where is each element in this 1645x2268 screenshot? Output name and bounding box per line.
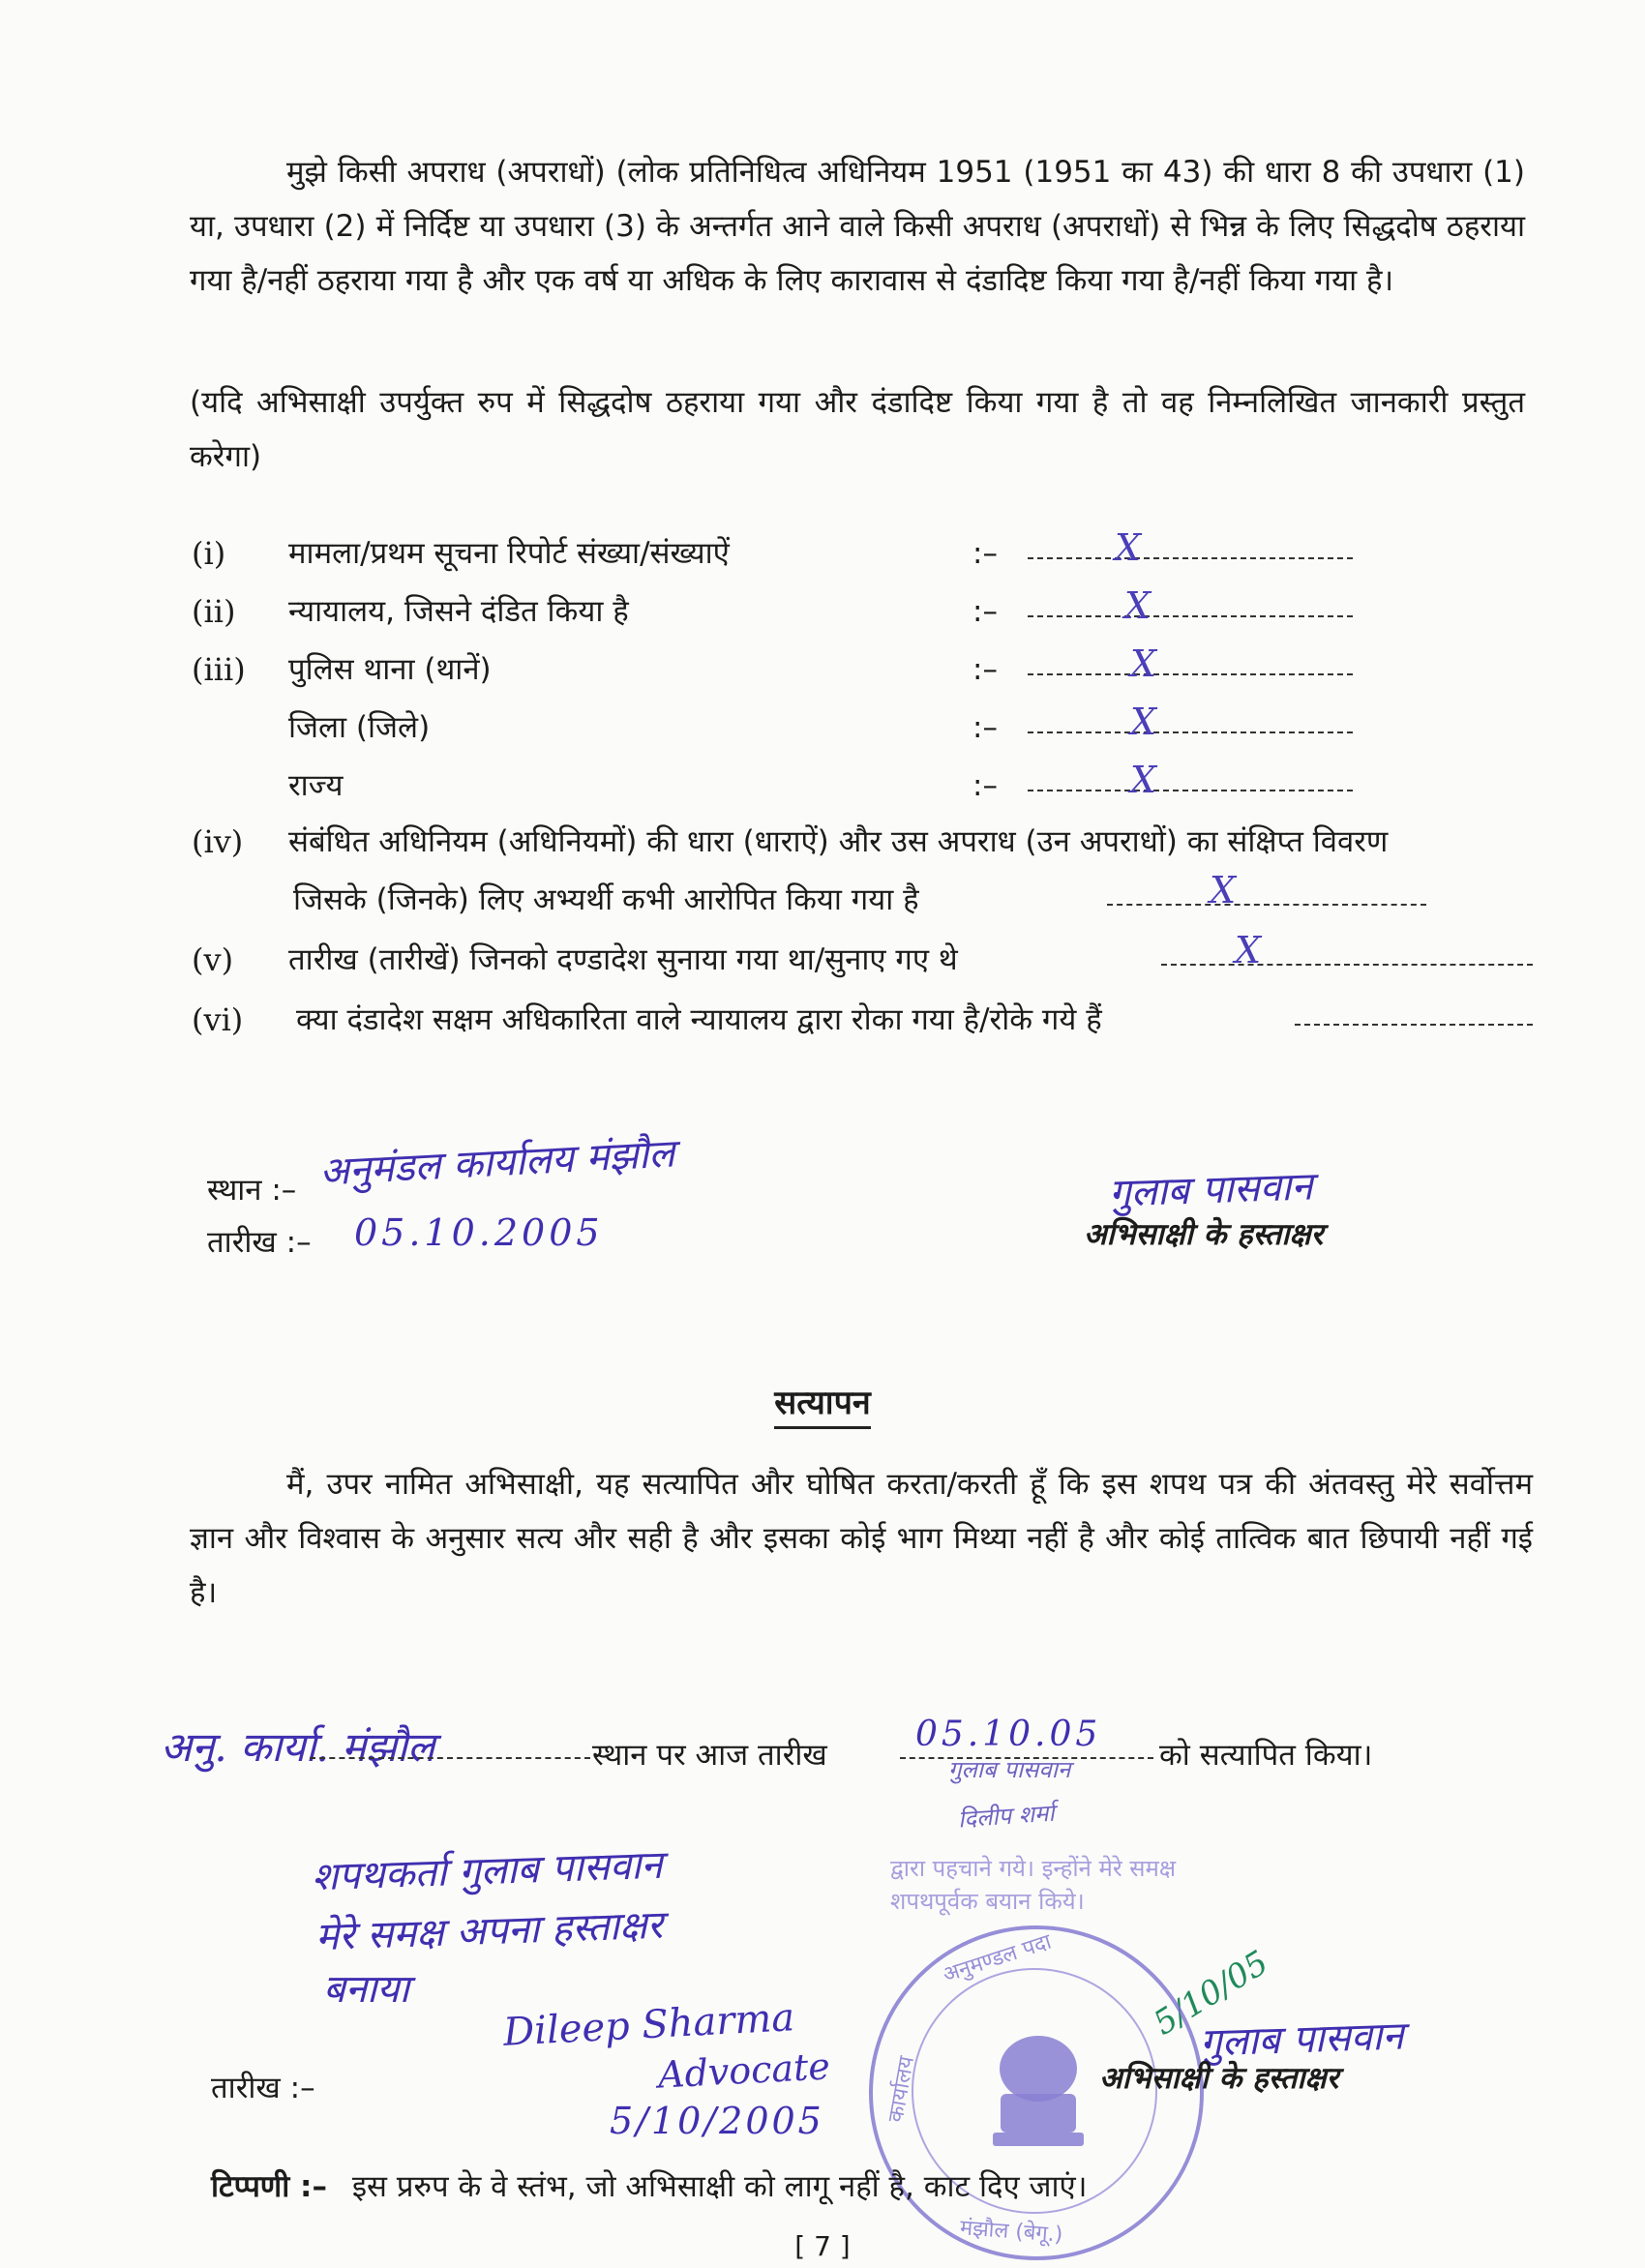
strike-mark: X — [1235, 929, 1262, 971]
footnote — [211, 2165, 1087, 2208]
item-label: पुलिस थाना (थानें) — [288, 652, 492, 687]
verification-date-value: 05.10.05 — [915, 1715, 1102, 1754]
date-value: 05.10.2005 — [354, 1211, 604, 1254]
seal-text-left: कार्यालय — [883, 2054, 920, 2125]
item-label: न्यायालय, जिसने दंडित किया है — [288, 594, 629, 629]
page-number: [ 7 ] — [794, 2230, 851, 2262]
item-blank-line — [1028, 648, 1353, 675]
place-label: स्थान :– — [207, 1173, 297, 1208]
attestation-line-1: शपथकर्ता गुलाब पासवान — [311, 1842, 664, 1900]
verification-title: सत्यापन — [774, 1384, 871, 1429]
footer-signature-caption: अभिसाक्षी के हस्ताक्षर — [1099, 2061, 1339, 2096]
item-separator: :– — [972, 594, 998, 629]
item-number: (ii) — [192, 593, 236, 630]
item-label: जिला (जिले) — [288, 710, 431, 745]
attestation-line-3: बनाया — [323, 1967, 409, 2012]
declaration-note: (यदि अभिसाक्षी उपर्युक्त रुप में सिद्धदोष ठहराया गया और दंडादिष्ट किया गया है तो वह निम्नलिखित जानकारी प्रस्तुत करेगा) — [190, 385, 1525, 474]
footnote-text: इस प्ररुप के वे स्तंभ, जो अभिसाक्षी को लागू नहीं है, काट दिए जाएं। — [351, 2169, 1088, 2204]
advocate-signature: Dileep Sharma — [502, 1995, 796, 2055]
item-blank-line — [1028, 590, 1353, 617]
item-blank-line — [1028, 764, 1353, 791]
advocate-title: Advocate — [656, 2044, 831, 2097]
seal-text-bottom: मंझौल (बेगू.) — [959, 2216, 1064, 2248]
stamp-signature-2: दिलीप शर्मा — [957, 1799, 1056, 1834]
footer-deponent-signature: गुलाब पासवान — [1199, 2014, 1405, 2066]
item-blank-line — [1028, 706, 1353, 733]
identification-stamp — [881, 1756, 1326, 1947]
strike-mark: X — [1115, 526, 1142, 569]
national-emblem-icon — [966, 2018, 1111, 2164]
strike-mark: X — [1130, 759, 1157, 801]
item-label: क्या दंडादेश सक्षम अधिकारिता वाले न्यायालय द्वारा रोका गया है/रोके गये हैं — [296, 1002, 1102, 1037]
stamp-text-1: द्वारा पहचाने गये। इन्होंने मेरे समक्ष — [890, 1855, 1177, 1882]
signature-caption: अभिसाक्षी के हस्ताक्षर — [1084, 1217, 1324, 1252]
place-blank-line — [310, 1734, 590, 1759]
strike-mark: X — [1124, 584, 1152, 627]
item-separator: :– — [972, 652, 998, 687]
item-label: संबंधित अधिनियम (अधिनियमों) की धारा (धाराऐं) और उस अपराध (उन अपराधों) का संक्षिप्त विवरण — [288, 824, 1389, 859]
item-separator: :– — [972, 536, 998, 571]
verification-mid-text: स्थान पर आज तारीख — [592, 1738, 827, 1773]
item-number: (v) — [192, 941, 234, 978]
item-label: तारीख (तारीखें) जिनको दण्डादेश सुनाया गया था/सुनाए गए थे — [288, 942, 958, 977]
item-blank-line — [1161, 939, 1533, 966]
item-label: मामला/प्रथम सूचना रिपोर्ट संख्या/संख्याऐं — [288, 536, 730, 571]
item-blank-line — [1028, 532, 1353, 559]
deponent-signature: गुलाब पासवान — [1108, 1164, 1314, 1216]
strike-mark: X — [1210, 869, 1237, 911]
verification-heading — [0, 1379, 1645, 1423]
item-number: (i) — [192, 535, 226, 572]
item-number: (iv) — [192, 823, 244, 860]
place-value: अनुमंडल कार्यालय मंझौल — [318, 1131, 676, 1195]
seal-text-top: अनुमण्डल पदा — [940, 1929, 1055, 1988]
verification-end-text: को सत्यापित किया। — [1159, 1738, 1373, 1773]
item-label: राज्य — [288, 768, 344, 803]
verification-paragraph: मैं, उपर नामित अभिसाक्षी, यह सत्यापित और घोषित करता/करती हूँ कि इस शपथ पत्र की अंतवस्तु मेरे सर्वोत्तम ज्ञान और विश्वास के अनुसार सत्य और सही है और इसका कोई भाग मिथ्या नहीं है और कोई तात्विक बात छिपायी नहीं गई है। — [190, 1467, 1533, 1610]
green-date: 5/10/05 — [1147, 1943, 1275, 2044]
stamp-signature-1: गुलाब पासवान — [948, 1756, 1071, 1783]
item-label: जिसके (जिनके) लिए अभ्यर्थी कभी आरोपित किया गया है — [293, 882, 919, 917]
item-blank-line — [1295, 999, 1533, 1026]
footer-date-label: तारीख :– — [211, 2071, 315, 2105]
item-number: (vi) — [192, 1001, 244, 1038]
strike-mark: X — [1130, 701, 1157, 743]
item-number: (iii) — [192, 651, 246, 688]
stamp-text-2: शपथपूर्वक बयान किये। — [890, 1888, 1085, 1915]
date-label: तारीख :– — [207, 1225, 312, 1260]
item-blank-line — [1107, 879, 1426, 906]
declaration-paragraph: मुझे किसी अपराध (अपराधों) (लोक प्रतिनिधित्व अधिनियम 1951 (1951 का 43) की धारा 8 की उपधारा (1) या, उपधारा (2) में निर्दिष्ट या उपधारा (3) के अन्तर्गत आने वाले किसी अपराध (अपराधों) से भिन्न के लिए सिद्धदोष ठहराया गया है/नहीं ठहराया गया है और एक वर्ष या अधिक के लिए कारावास से दंडादिष्ट किया गया है/नहीं किया गया है। — [190, 155, 1525, 298]
item-separator: :– — [972, 710, 998, 745]
advocate-date: 5/10/2005 — [610, 2100, 824, 2142]
verification-place-value: अनु. कार्या. मंझौल — [161, 1723, 435, 1771]
item-separator: :– — [972, 768, 998, 803]
footnote-label: टिप्पणी :– — [211, 2169, 327, 2204]
strike-mark: X — [1130, 642, 1157, 685]
attestation-line-2: मेरे समक्ष अपना हस्ताक्षर — [314, 1902, 664, 1960]
